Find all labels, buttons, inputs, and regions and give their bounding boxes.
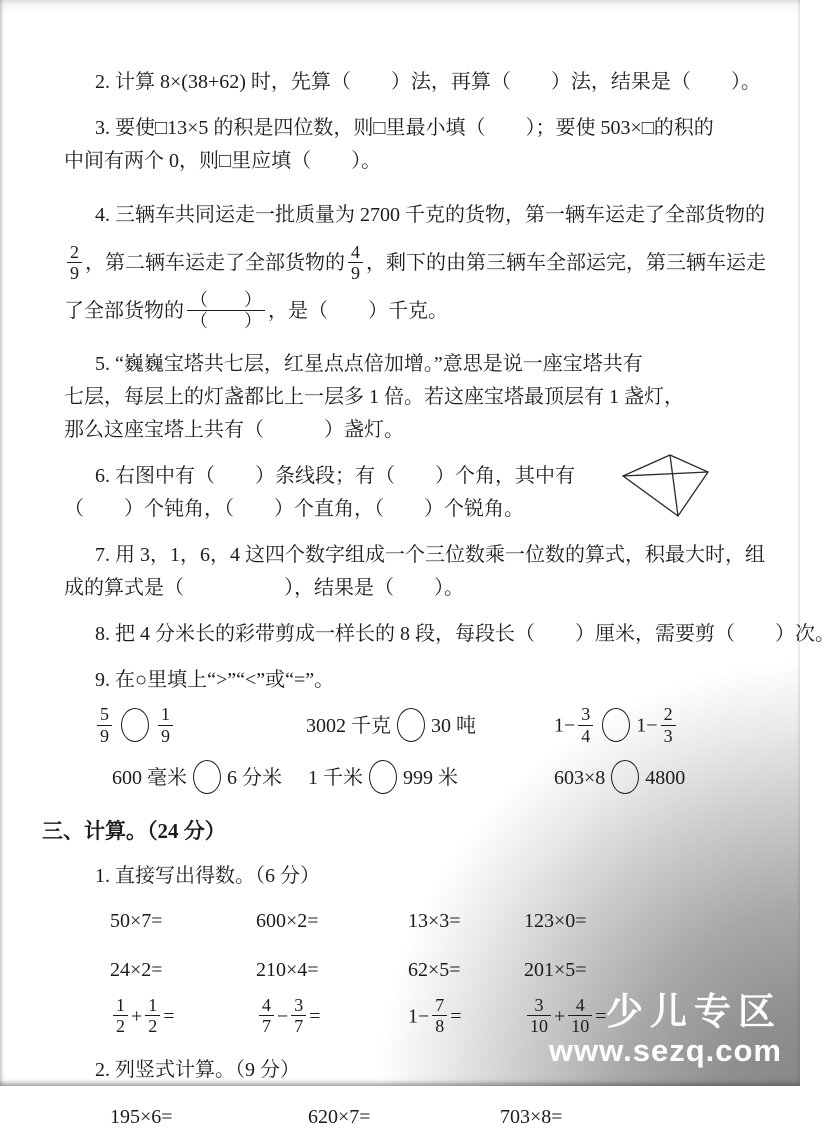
equals-sign: =	[163, 1005, 175, 1028]
fraction: $\frac{3}{10}$	[527, 995, 551, 1036]
comparison-circle	[602, 708, 630, 742]
question-4-line2	[64, 239, 766, 287]
expression-prefix: 1−	[408, 1005, 430, 1028]
question-4	[64, 191, 766, 335]
calc-item: 50×7=	[110, 910, 163, 932]
comparison-circle	[611, 760, 639, 794]
question-5-line3: 那么这座宝塔上共有（ ）盏灯。	[64, 419, 404, 441]
comparison-row-2	[64, 753, 760, 805]
question-2	[64, 66, 760, 99]
comparison-4-left: 600 毫米	[112, 766, 187, 789]
question-7-line2: 成的算式是（ ），结果是（ ）。	[64, 577, 464, 599]
watermark	[549, 992, 782, 1070]
fraction: $\frac{4}{10}$	[568, 995, 592, 1036]
comparison-3-right-prefix: 1−	[636, 714, 658, 737]
fraction-two-ninths: $\frac{2}{9}$	[67, 242, 82, 283]
question-4-line3-text-b: ，是（ ）千克。	[268, 300, 448, 322]
comparison-circle	[121, 708, 149, 742]
comparison-item-5	[308, 762, 554, 796]
watermark-title: 少儿专区	[606, 991, 782, 1032]
fraction-five-ninths: $\frac{5}{9}$	[97, 704, 112, 745]
question-4-line3	[64, 287, 760, 335]
calc-item: 62×5=	[408, 959, 461, 981]
calc-item: 703×8=	[500, 1106, 563, 1129]
calc-fraction-item-2	[256, 997, 408, 1038]
comparison-item-4	[112, 762, 308, 796]
calc-fraction-item-3	[408, 997, 524, 1038]
question-3	[64, 112, 760, 178]
fraction: $\frac{1}{2}$	[145, 995, 160, 1036]
question-7	[64, 539, 765, 605]
fraction-blank: $\frac{( )}{( )}$	[187, 290, 265, 331]
question-6	[64, 460, 760, 526]
calc-item: 210×4=	[256, 959, 319, 981]
comparison-row-1	[64, 701, 760, 753]
comparison-circle	[397, 708, 425, 742]
comparison-3-left-prefix: 1−	[554, 714, 576, 737]
operator: +	[131, 1005, 143, 1028]
comparison-2-right: 30 吨	[431, 714, 476, 737]
calc-item: 24×2=	[110, 959, 163, 981]
equals-sign: =	[309, 1005, 321, 1028]
fraction-two-thirds: $\frac{2}{3}$	[661, 704, 676, 745]
question-2-text: 2. 计算 8×(38+62) 时，先算（ ）法，再算（ ）法，结果是（ ）。	[95, 71, 761, 93]
comparison-item-3	[554, 706, 760, 747]
question-5	[64, 348, 760, 447]
question-4-line2-text-a: ，第二辆车运走了全部货物的	[85, 252, 345, 274]
section-3-sub2: 2. 列竖式计算。（9 分）	[95, 1059, 300, 1082]
calc-item: 620×7=	[308, 1106, 371, 1129]
operator: −	[277, 1005, 289, 1028]
mental-calc-grid	[64, 905, 760, 987]
comparison-circle	[193, 760, 221, 794]
comparison-5-left: 1 千米	[308, 766, 363, 789]
comparison-circle	[369, 760, 397, 794]
comparison-5-right: 999 米	[403, 766, 458, 789]
calc-item: 123×0=	[524, 910, 587, 932]
question-5-line2: 七层，每层上的灯盏都比上一层多 1 倍。若这座宝塔最顶层有 1 盏灯，	[64, 386, 684, 408]
comparison-4-right: 6 分米	[227, 766, 282, 789]
fraction: $\frac{1}{2}$	[113, 995, 128, 1036]
comparison-item-6	[554, 762, 760, 796]
calc-item: 201×5=	[524, 959, 587, 981]
question-4-line2-text-b: ，剩下的由第三辆车全部运完，第三辆车运走	[366, 252, 766, 274]
comparison-item-1	[94, 706, 306, 747]
question-9-header: 9. 在○里填上“>”“<”或“=”。	[95, 669, 335, 691]
calc-fraction-item-1	[110, 997, 256, 1038]
question-7-line1: 7. 用 3，1，6，4 这四个数字组成一个三位数乘一位数的算式，积最大时，组	[95, 544, 765, 566]
equals-sign: =	[595, 1005, 607, 1028]
section-3-title: 三、计算。（24 分）	[42, 819, 226, 843]
operator: +	[554, 1005, 566, 1028]
kite-figure	[620, 452, 712, 520]
fraction-three-fourths: $\frac{3}{4}$	[578, 704, 593, 745]
comparison-6-right: 4800	[645, 766, 686, 789]
question-3-line2: 中间有两个 0，则□里应填（ ）。	[64, 150, 382, 172]
question-6-line1: 6. 右图中有（ ）条线段；有（ ）个角，其中有	[95, 465, 575, 487]
question-8	[64, 618, 835, 651]
question-8-text: 8. 把 4 分米长的彩带剪成一样长的 8 段，每段长（ ）厘米，需要剪（ ）次。	[95, 623, 835, 645]
question-3-line1: 3. 要使□13×5 的积是四位数，则□里最小填（ ）；要使 503×□的积的	[95, 117, 714, 139]
question-4-line1: 4. 三辆车共同运走一批质量为 2700 千克的货物，第一辆车运走了全部货物的	[95, 204, 765, 226]
question-6-line2: （ ）个钝角，（ ）个直角，（ ）个锐角。	[64, 498, 524, 520]
fraction: $\frac{3}{7}$	[291, 995, 306, 1036]
question-4-line3-text-a: 了全部货物的	[64, 300, 184, 322]
comparison-2-left: 3002 千克	[306, 714, 391, 737]
calc-item: 13×3=	[408, 910, 461, 932]
question-9	[64, 664, 760, 697]
fraction-one-ninth: $\frac{1}{9}$	[158, 704, 173, 745]
calc-item: 195×6=	[110, 1106, 173, 1129]
watermark-url: www.sezq.com	[548, 1033, 782, 1068]
fraction-four-ninths: $\frac{4}{9}$	[348, 242, 363, 283]
fraction: $\frac{4}{7}$	[259, 995, 274, 1036]
question-5-line1: 5. “巍巍宝塔共七层，红星点点倍加增。”意思是说一座宝塔共有	[95, 353, 643, 375]
calc-item: 600×2=	[256, 910, 319, 932]
section-3-sub1: 1. 直接写出得数。（6 分）	[95, 865, 320, 887]
comparison-item-2	[306, 710, 554, 744]
worksheet-content	[42, 66, 835, 1134]
comparison-6-left: 603×8	[554, 766, 606, 789]
fraction: $\frac{7}{8}$	[432, 995, 447, 1036]
vertical-calc-row	[64, 1101, 760, 1134]
equals-sign: =	[450, 1005, 462, 1028]
